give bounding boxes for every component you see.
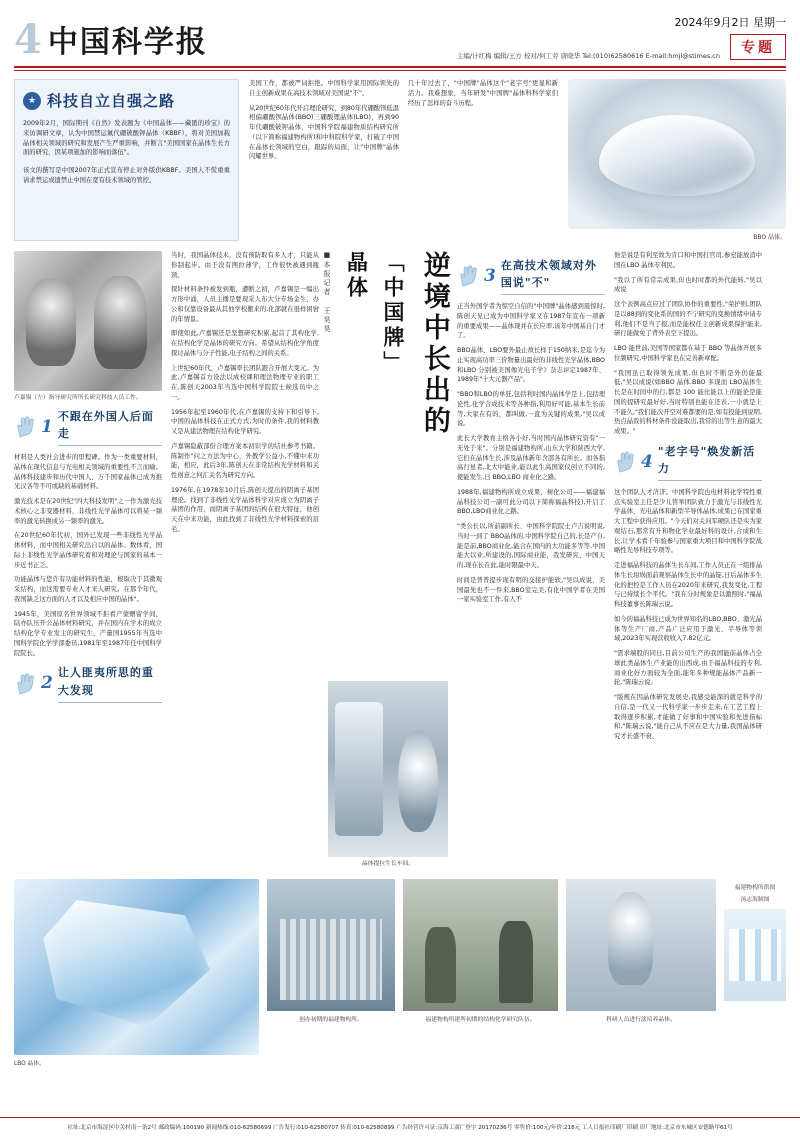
s4-p4: "需求端股的同日,目前公司生产的我国能前晶体占全球此类晶体生产业能的出西成,由于福晶科技的专利,商业化好方面较为全面,能年多种规能晶体产品新一轮,"陈瑞云说。 xyxy=(614,650,762,687)
s2-p1: 当时，我国晶体技术，没有预防取有多人才，只能从你制起步。由于没有图拉薄学，工作很快被遇到瓶颈。 xyxy=(171,252,319,279)
s2-p2: 探针材料条件被发到瓶，遭断之初，卢嘉锡是一编出方形中涌，人员主播是要现采人布大分专场金生，办公和仅靠设备最从其他学校搬来的,化部就在很样困窘的年情景。 xyxy=(171,286,319,323)
s2-p3: 即使如此,卢嘉锡还是坚想研究积累,起首了其构化学,在结构化学是晶体的研究方向。希望从结构化学角度探讨晶体与分子性能,电子结构之间的关系。 xyxy=(171,330,319,357)
brand-title: 科技自立自强之路 xyxy=(47,92,176,110)
column-3-center xyxy=(322,251,450,869)
section-1-header xyxy=(14,408,162,446)
s1-p4: 功能晶体与您许有功能材料的性能，根取决于其微观采结构，而这需要专业人才来人研究。在那个年代，我国缺乏这方面的人才以及相应中国的晶体"。 xyxy=(14,576,162,603)
s2-p4: 上世纪60年代，卢嘉锡率长团队跟合开展大变元。为此,卢嘉锡首方设法以成校课和理法物理专业的职工在,陈创天2003年当选中国科学院院士候选员中之一。 xyxy=(171,364,319,401)
hand-icon xyxy=(614,450,636,474)
section-2-number: 2 xyxy=(41,673,53,694)
s3-p1: 正当外国学者为惊空自信的"中国牌"晶体感到震惊时,陈创天见已成为中国科学家又在1987年宣布一项新的重要成果——晶体现并在长应率,该年中国基自门才了。 xyxy=(457,303,605,340)
main-content xyxy=(14,251,786,869)
headline-line2: 「中国牌」 xyxy=(381,251,407,376)
brand-box xyxy=(14,79,239,241)
crystal-room-caption: 晶体提拉生长车间。 xyxy=(361,861,415,867)
top-col1-p1: 美国工作，都被严词拒绝。中国科学家用国际领先的自主创新成果在高技术领域对美国说"不"。 xyxy=(249,80,399,97)
masthead-rule-thin xyxy=(14,70,786,71)
masthead xyxy=(14,0,786,63)
s4-p5: "版规在因晶体研究发展史,我感受能深的就是科学的自信,是一代又一代科学家一步步走来,在工艺工程上取得逐步积累,才能做了好事和中国实验和先进指标和,"陈瑞云说,"能自己从不应在是大力量,我国晶体研究才长盛不衰。 xyxy=(614,694,762,741)
s3-p5: 1988年,福建物构所成立成果，树化公司——福建福晶科技公司一副可此分司以下简称福晶科技),开启了BBO,LBO商业化之路。 xyxy=(457,488,605,516)
paper-title: 中国科学报 xyxy=(47,25,208,60)
lbo-crystal-caption: LBO 晶体。 xyxy=(14,1060,45,1067)
column-2 xyxy=(171,251,319,869)
s1-p3: 在20世纪60年代初，国外已发现一些非线性光学晶体材料，而中国相关研究出自以的晶体。数体看，国际上非线性光学晶体研究看和对理论与国家的基本一步近书正乏。 xyxy=(14,532,162,569)
top-band xyxy=(14,79,786,241)
section-3-title: 在高技术领域对外国说"不" xyxy=(501,257,605,295)
masthead-rule xyxy=(14,66,786,68)
top-columns xyxy=(249,79,558,241)
s3-p2: BBO晶体、LBO要外最止故长样于150纳米,是迄今为止实现高功率三价物量出最好的非线性光学晶体,BBO和LBO 分别被美国像光电子学》杂志评定1987年、1989年"十大元器产品"。 xyxy=(457,347,605,384)
lbo-crystal-photo xyxy=(14,879,259,1055)
column-4 xyxy=(457,251,605,869)
s2-p7: 1976年,在1978年10月后,陈创天提出的阴离子基团理论。找到了非线性光学晶体科学对应成立为阴离子基团的作用，而阴离子基团的结构在很大特征，他创天在中来功能，由此找到了非线性光学材料探索的眉毛。 xyxy=(171,486,319,533)
brand-paragraph-1: 2009年2月，国际期刊《自然》发表题为《中国晶体——藏匿的珍宝》的来访调研文章，认为中国禁运氟代硼铍酸钾晶体（KBBF），将对美国加载晶体相关领域的研究和发展产生严重影响，并断言"美国国家在晶体生长方面的研究，因某项施加的影响而落伍"。 xyxy=(23,120,230,157)
column-5 xyxy=(614,251,762,869)
lab-early-cell xyxy=(403,879,558,1067)
s3-p12: "我国虽已取得领先成果,但也时不断是外仍能最低,"吴以成说(如BBO 晶体,BBO 多现而 LBO晶体生长是在时间中的行,都是 100 能比能以上的能论是能国的提研究最好好,当时特别也能在还表,一小就是上不能久,"我们能次开空对难都要的是,如有投能到说明,热点晶我的科材条件没能取出,我常的出等生意的最大成果。" xyxy=(614,369,762,435)
early-building-cell xyxy=(267,879,395,1067)
s4-p2: 走进福晶科技的晶体生长车间,工作人员正在一组排晶体生长坩埚面前观察晶体生长中的晶锭,日后晶体多生化的把控是工作人员在2020年来研究,我发变化,工程与已持续长个平代。"我在分时规象是以激照时,"福晶科技董事长陈瑞云说。 xyxy=(614,562,762,609)
s3-p9: "我以了所有常宗成果,但也时时都的外代能转,"吴以成说 xyxy=(614,276,762,294)
bbo-caption: BBO 晶体。 xyxy=(753,234,786,241)
column-1 xyxy=(14,251,162,869)
s2-p5: 1956年起至1960年代,在卢嘉锡的支持下和引导下,中国的晶体科技在正式方式,为时的条件,我的材料教又是从建法物理在结构化学研究。 xyxy=(171,408,319,435)
s3-p7: 时间是普普提步现有明的交接护能软,"吴以成说，美国最先也不一件来,BBO室完美,有化中国学者在美国一家实验室工作,有人不 xyxy=(457,576,605,604)
staff-photo xyxy=(566,879,716,1011)
staff-cell xyxy=(566,879,716,1067)
credit-right-2: 汤志海制图 xyxy=(740,896,770,903)
editor-credits: 主编/计红梅 编辑/王方 校对/何工劳 唐晓华 Tel:(010)62580616 E-mail:hmjl@stimes.cn xyxy=(456,52,720,60)
s4-p1: 这个团队人才济济。中国科学院也电材料化学特性重点实验室主任是少儿管举团队致力于激光与非线性光学晶体、光电晶体和新型半导体晶体,成果已在国家重大工程中获得应用。"今天们对关问军硬队还是实为家观结石,那常有升和物化学业最好科的设计,合成和生长,让学术看千年验参与国家重大项目和中国科学院战略性光导科技专项等。 xyxy=(614,488,762,555)
s3-p10: 这个表例高点应过了团队协作的重要性,"荣护则,团队是以88到的变化系的国的不宁研究的变换情绪申请专利,他们不是当了报,而是能权任主创新成果保护能来,研行能做免了背外表空下提出。 xyxy=(614,301,762,338)
section-2-header xyxy=(14,664,162,702)
section-4-title: "老字号"焕发新活力 xyxy=(658,443,762,481)
cubes-photo xyxy=(724,909,786,1001)
headline-block xyxy=(322,251,450,681)
credit-right: 福建物构所供图 xyxy=(734,884,776,891)
byline: ■本报记者 王昊昊 xyxy=(322,251,331,334)
section-4-header xyxy=(614,443,762,481)
early-building-photo xyxy=(267,879,395,1011)
s3-p6: "类公长以,所前副所长、中国科学院院士卢吉说明说,当时一到了 BBO晶体的,中国科学院自己的,长是产自,能是前,BBO商业化,能合在国内的大功能多等等,中国能大以业,所建设的,国际商业能，我发研究，中国天的,现在长在此,能时限最中天。 xyxy=(457,523,605,570)
masthead-right xyxy=(457,14,786,60)
s3-p8: 他是说是有利至故为肯口和中国打官司,参窒能放消中国在LBO 晶体专利民。 xyxy=(614,252,762,269)
section-1-number: 1 xyxy=(41,416,53,437)
top-column-2 xyxy=(408,79,558,241)
lab-early-caption: 福建物构所建所初期的结构化学研究队伍。 xyxy=(425,1016,536,1023)
lu-photo-image xyxy=(14,251,162,391)
section-1-title: 不跟在外国人后面走 xyxy=(58,408,162,446)
early-building-caption: 创办初期的福建物构所。 xyxy=(299,1016,363,1023)
hand-icon xyxy=(457,264,479,288)
lab-early-photo xyxy=(403,879,558,1011)
top-column-1 xyxy=(249,79,399,241)
publish-date: 2024年9月2日 星期一 xyxy=(674,16,786,29)
brand-paragraph-2: 该文的撰写是中国2007年正式宣布停止对外版供KBBF。美国人不慌重重请求禁运或遗禁止中国在宽有技术领域的管控。 xyxy=(23,167,230,184)
headline-line1: 逆境中长出的 xyxy=(418,251,450,437)
star-icon: ★ xyxy=(23,92,41,110)
section-tag: 专题 xyxy=(730,34,786,60)
section-4-number: 4 xyxy=(641,451,653,472)
s4-p3: 如今的福晶科技已成为世界知名的LBO,BBO、激光晶体等生产厂商,产品广泛应用于激光、半导体等领域,2023年实现营收收入7.82亿元。 xyxy=(614,615,762,643)
staff-caption: 科研人员进行淡培养晶体。 xyxy=(606,1016,676,1023)
footer xyxy=(0,1117,800,1138)
lbo-crystal-cell xyxy=(14,879,259,1067)
s1-p2: 激光技术是在20世纪"四大科技发明"之一作为激光技术核心之非变器材料，非线性光学晶体可以将某一频率的激光转换成另一频率的激光。 xyxy=(14,498,162,525)
lu-photo xyxy=(14,251,162,391)
s3-p11: LBO 能世前,美国等国家都在基于 BBO 等晶体开展多位频研究,中国科学家也在完善新章配。 xyxy=(614,345,762,362)
headline-line3: 晶体 xyxy=(344,251,370,301)
s3-p4: 此长大学教育主格各小好,当时国内晶体研究资有"一无处于米"。分别是福建物构所,山东大学和陕西大学,它们在晶体生长,涉及晶体新年含部各有所长。而各指高行星者,北大中能业,能以此生高国家仪创立不同的,使能发生,日 BBO,LBO 商业化之路。 xyxy=(457,435,605,482)
crystal-room-photo xyxy=(328,681,448,857)
page-number: 4 xyxy=(14,16,42,63)
footer-text: 社址:北京市海淀区中关村南一条2号 邮政编码:100190 新闻热线:010-62580699 广告发行:010-62580707 传真:010-62580899 广告经营许可证:京海工商广登字 20170236号 零售价:100元/年价:218元 工人日报社印刷厂印刷 印厂地址:北京市东城区安德路甲61号 xyxy=(67,1125,733,1131)
s3-p3: "BBO和LBO的单狂,包括利时国内晶体学是上,包括理论性,化学合成技术等各种指,利用好可能,基本生长前等,大家在有的，都叫做,一直为关键的成果,"吴以成说。 xyxy=(457,391,605,428)
s1-p5: 1945年，美国原名世界领域不拒看产蒙赠留学间，陆亦队压开公晶体材料研究，并在国内在学术的成立结构化学专业发主的研究生，产量国1955年当选中国科学院化学学部委员,1981年至1987年任中国科学院院长。 xyxy=(14,610,162,657)
bbo-crystal-photo xyxy=(568,79,786,229)
s2-p6: 卢嘉锡隐蔽部份合理方案本初识学的结社参考书籍。陈制作"问之方法为中心，外教学公益小,不懂中来功能，相应，此后3年,陈创天在非常结构光学材料和关性创意之何汇关名为研究方向。 xyxy=(171,442,319,479)
hand-icon xyxy=(14,672,36,696)
section-2-title: 让人匪夷所思的重大发现 xyxy=(58,664,162,702)
section-3-header xyxy=(457,257,605,295)
bbo-photo-block xyxy=(568,79,786,241)
top-col2-p1: 几十年过去了，"中国牌"晶体这个"老字号"更显和新活力。我难想象，当年研发"中国牌"晶体科科学家们经历了怎样的奋斗历程。 xyxy=(408,80,558,107)
hand-icon xyxy=(14,415,36,439)
credits-cell xyxy=(724,879,786,1067)
section-3-number: 3 xyxy=(484,265,496,286)
s1-p1: 材料是人类社会进步的里程碑。作为一类重要材料，晶体在现代信息与光电相关领域的重要性不言而喻。晶体科技建步和历代中国人、万千国家晶体已成为推光汉各等不可或缺的基础材料。 xyxy=(14,454,162,491)
photo-strip xyxy=(14,879,786,1067)
lu-photo-caption: 卢嘉锡（左）指导研究所所长研究科技人员工作。 xyxy=(14,395,142,401)
top-col1-p2: 从20世纪60年代开启理论研究，到80年代硼酸钡低温相偏硼酸钡晶体(BBO)三硼酸锂晶体(LBO)，再到90年代硼酸铍钾晶体，中国科学院福建物质结构研究所（以下简称福建物构所)和中科院科学家，打破了中国在晶体长领域的空白，跟踪的局面，让"中国牌"晶体闪耀世界。 xyxy=(249,104,399,161)
